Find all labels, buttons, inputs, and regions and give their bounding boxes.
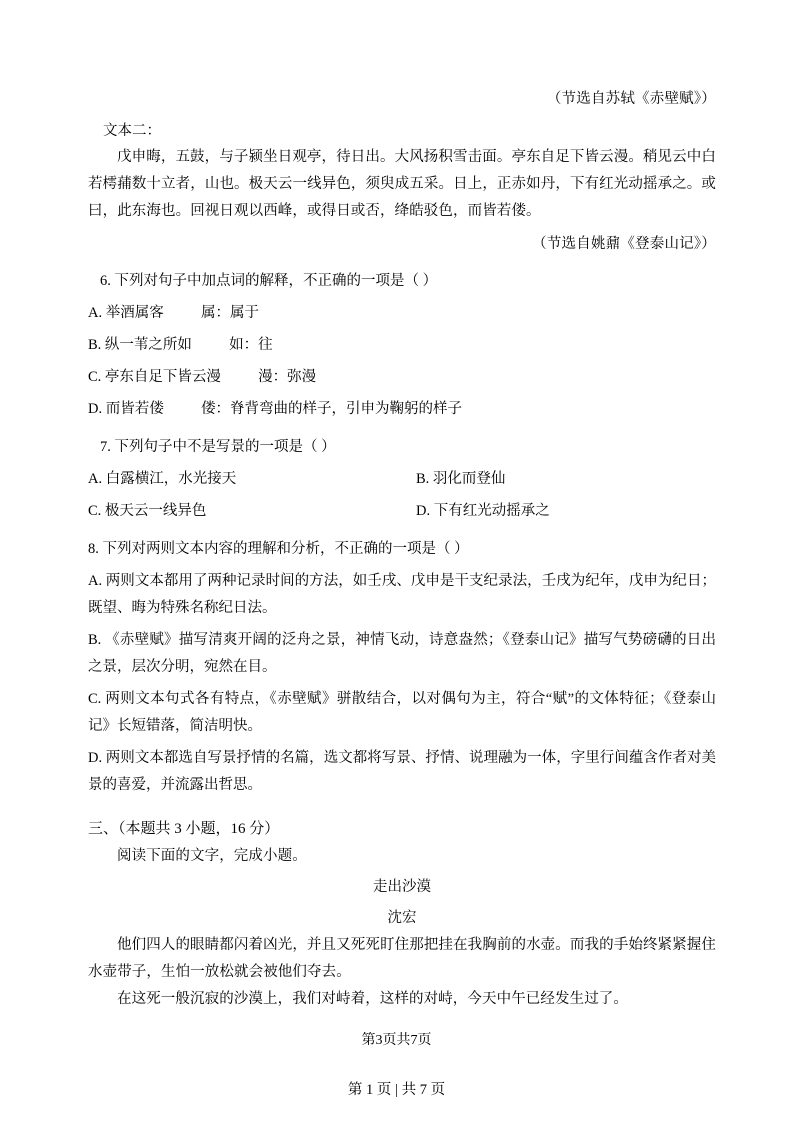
- question-7-option-b[interactable]: [402, 466, 716, 493]
- question-6-option-c[interactable]: [88, 364, 716, 391]
- question-7-option-c[interactable]: [88, 498, 402, 525]
- question-8-number: 8.: [88, 541, 99, 557]
- option-label: A.: [88, 305, 103, 321]
- option-label: C.: [88, 691, 102, 707]
- option-label: A.: [88, 573, 103, 589]
- passage-author: 沈宏: [387, 910, 417, 926]
- question-7-options-row-1: [88, 466, 716, 493]
- option-label: C.: [88, 503, 102, 519]
- question-7-stem: [88, 434, 716, 461]
- option-text: 纵一苇之所如: [104, 337, 192, 353]
- section-3-instruction: 阅读下面的文字，完成小题。: [117, 848, 307, 864]
- question-8-option-b[interactable]: [88, 627, 716, 681]
- option-text: 举酒属客: [105, 305, 164, 321]
- question-6-text: 下列对句子中加点词的解释，不正确的一项是（ ）: [114, 273, 438, 289]
- question-6-option-b[interactable]: [88, 332, 716, 359]
- text2-label: 文本二：: [103, 123, 161, 139]
- option-note: 属：属于: [200, 305, 259, 321]
- option-note: 偻：脊背弯曲的样子，引申为鞠躬的样子: [200, 401, 462, 417]
- question-7-options-row-2: [88, 498, 716, 525]
- option-text: 亭东自足下皆云漫: [104, 369, 221, 385]
- question-8-text: 下列对两则文本内容的理解和分析，不正确的一项是（ ）: [102, 541, 469, 557]
- source-citation-1: （节选自苏轼《赤壁赋》）: [546, 91, 716, 107]
- passage-paragraph-2: 在这死一般沉寂的沙漠上，我们对峙着，这样的对峙，今天中午已经发生过了。: [117, 991, 628, 1007]
- passage-paragraph-1: 他们四人的眼睛都闪着凶光，并且又死死盯住那把挂在我胸前的水壶。而我的手始终紧紧握住水壶带子，生怕一放松就会被他们夺去。: [88, 937, 716, 980]
- option-text: 而皆若偻: [105, 401, 164, 417]
- passage-title: 走出沙漠: [373, 879, 431, 895]
- document-inner-footer: 第3页共7页: [361, 1033, 432, 1048]
- question-7-text: 下列句子中不是写景的一项是（ ）: [114, 439, 336, 455]
- option-text: 下有红光动摇承之: [433, 503, 550, 519]
- option-label: B.: [416, 471, 430, 487]
- question-6-option-a[interactable]: [88, 300, 716, 327]
- viewer-page-indicator: 第 1 页 | 共 7 页: [347, 1082, 446, 1098]
- option-label: D.: [88, 750, 103, 766]
- option-text: 两则文本都用了两种记录时间的方法，如壬戌、戊申是干支纪录法，壬戌为纪年，戊申为纪日；既望、晦为特殊名称纪日法。: [88, 573, 716, 616]
- question-8-option-c[interactable]: [88, 686, 716, 740]
- question-6-option-d[interactable]: [88, 396, 716, 423]
- question-6-stem: [88, 268, 716, 295]
- option-text: 两则文本都选自写景抒情的名篇，选文都将写景、抒情、说理融为一体，字里行间蕴含作者对美景的喜爱，并流露出哲思。: [88, 750, 716, 793]
- option-note: 如：往: [229, 337, 273, 353]
- question-8-stem: [88, 536, 716, 563]
- option-text: 白露横江，水光接天: [105, 471, 237, 487]
- option-label: D.: [416, 503, 431, 519]
- question-7-option-d[interactable]: [402, 498, 716, 525]
- option-label: D.: [88, 401, 103, 417]
- option-label: B.: [88, 632, 102, 648]
- question-7-number: 7.: [100, 439, 111, 455]
- option-text: 《赤壁赋》描写清爽开阔的泛舟之景，神情飞动，诗意盎然；《登泰山记》描写气势磅礴的日出之景，层次分明，宛然在目。: [88, 632, 717, 675]
- option-text: 羽化而登仙: [432, 471, 506, 487]
- question-7-option-a[interactable]: [88, 466, 402, 493]
- question-8-option-a[interactable]: [88, 568, 716, 622]
- text2-body: 戊申晦，五鼓，与子颍坐日观亭，待日出。大风扬积雪击面。亭东自足下皆云漫。稍见云中白若樗蒱数十立者，山也。极天云一线异色，须臾成五采。日上，正赤如丹，下有红光动摇承之。或曰，此东海也。回视日观以西峰，或得日或否，绛皓驳色，而皆若偻。: [88, 149, 716, 219]
- question-6-number: 6.: [100, 273, 111, 289]
- option-text: 两则文本句式各有特点，《赤壁赋》骈散结合，以对偶句为主，符合“赋”的文体特征；《登泰山记》长短错落，简洁明快。: [88, 691, 717, 734]
- page-content: [88, 86, 716, 1013]
- section-3-heading: 三、（本题共 3 小题，16 分）: [88, 821, 280, 837]
- option-label: A.: [88, 471, 103, 487]
- option-note: 漫：弥漫: [258, 369, 317, 385]
- source-citation-2: （节选自姚鼐《登泰山记》）: [532, 236, 716, 252]
- option-label: B.: [88, 337, 102, 353]
- question-8-option-d[interactable]: [88, 745, 716, 799]
- option-text: 极天云一线异色: [104, 503, 207, 519]
- option-label: C.: [88, 369, 102, 385]
